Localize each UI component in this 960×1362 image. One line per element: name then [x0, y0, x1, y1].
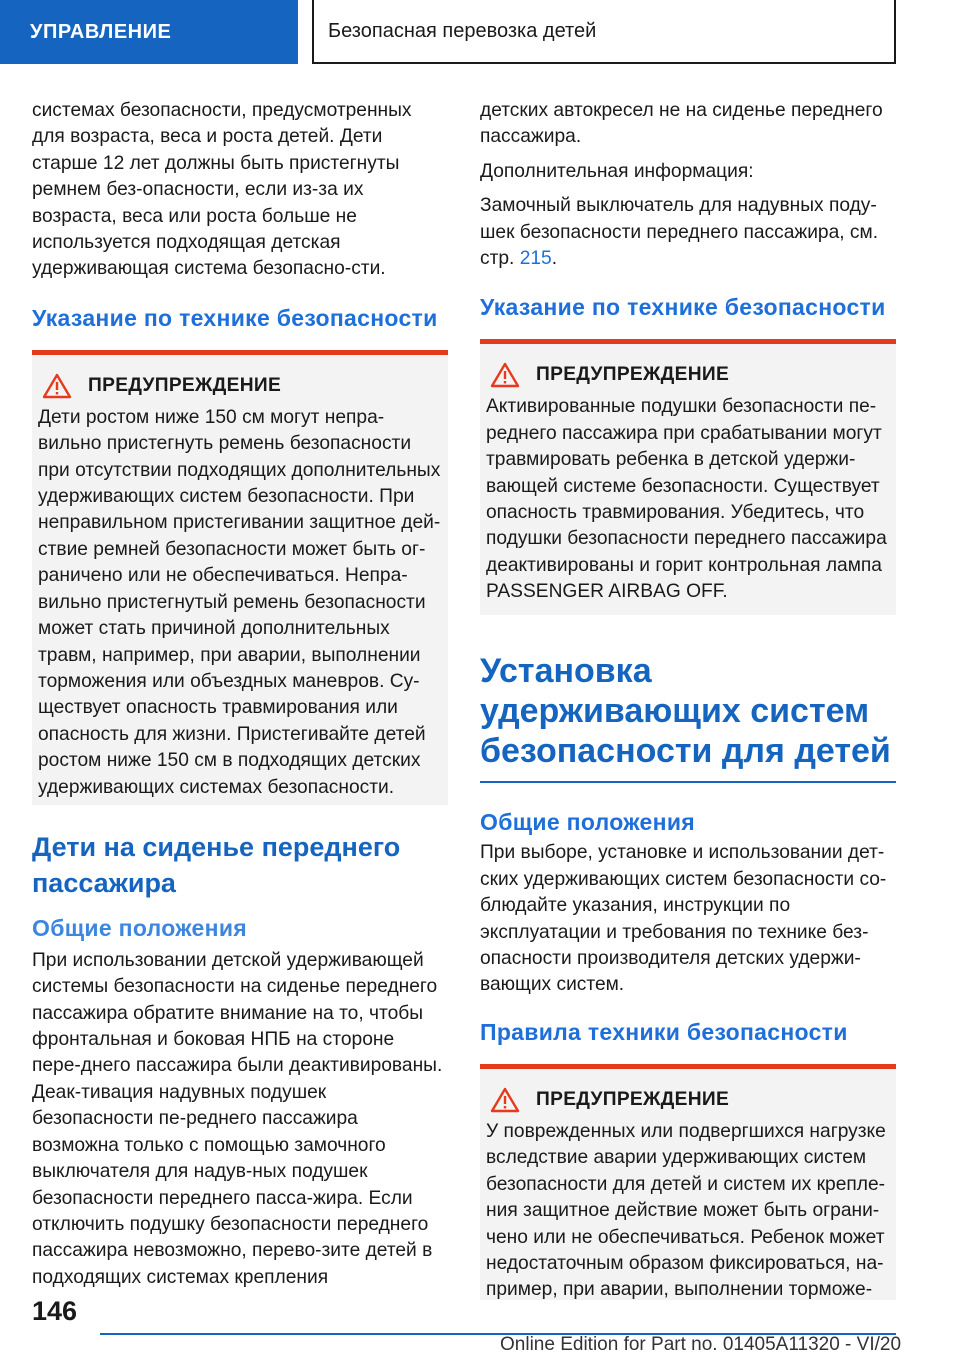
installation-heading: Установка удерживающих систем безопасности для детей: [480, 652, 891, 771]
more-info-period: .: [551, 248, 558, 270]
warning-box: [32, 350, 448, 805]
page-number: 146: [32, 1296, 78, 1326]
warning-title: ПРЕДУПРЕЖДЕНИЕ: [536, 1088, 730, 1110]
warning-header: [486, 1087, 890, 1113]
warning-text: Дети ростом ниже 150 см могут непра-вильно пристегнуть ремень безопасности при отсутствии подходящих дополнительных удерживающих систем безопасности. При неправильном пристегивании защитное дей-ствие ремней безопасности может быть ог-раничено или не обеспечиваться. Непра-вильно пристегнутый ремень безопасности может стать причиной дополнительных травм, например, при аварии, выполнении торможения или объездных маневров. Су-ществует опасность травмирования или опасность для жизни. Пристегивайте детей ростом ниже 150 см в подходящих детских удерживающих системах безопасности.: [38, 406, 441, 798]
safety-rules-heading: Правила техники безопасности: [480, 1018, 848, 1045]
front-seat-heading: Дети на сиденье переднего пассажира: [32, 831, 401, 898]
more-info-label: Дополнительная информация:: [480, 160, 754, 182]
general-heading: Общие положения: [32, 914, 247, 941]
more-info-text: Замочный выключатель для надувных поду-шек безопасности переднего пассажира, см. стр.: [480, 195, 879, 270]
right-column: [480, 98, 896, 1300]
continued-paragraph: детских автокресел не на сиденье переднего пассажира.: [480, 100, 883, 148]
left-column: [32, 98, 448, 1299]
warning-triangle-icon: [42, 373, 72, 399]
footer-edition: Online Edition for Part no. 01405A11320 - VI/20: [500, 1334, 902, 1355]
warning-text: Активированные подушки безопасности пе-реднего пассажира при срабатывании могут травмировать ребенка в детской удержи-вающей системе безопасности. Существует опасность травмирования. Убедитесь, что подушки безопасности переднего пассажира деактивированы и горит контрольная лампа PASSENGER AIRBAG OFF.: [486, 396, 887, 603]
warning-text: У поврежденных или подвергшихся нагрузке вследствие аварии удерживающих систем безопасности для детей и систем их крепле-ния защитное действие может быть ограни-чено или не обеспечиваться. Ребенок может недостаточным образом фиксироваться, на-пример, при аварии, выполнении торможе-: [486, 1120, 886, 1300]
warning-triangle-icon: [490, 1087, 520, 1113]
heading-divider: [480, 781, 896, 783]
warning-triangle-icon: [490, 362, 520, 388]
safety-note-heading: Указание по технике безопасности: [32, 304, 438, 331]
warning-title: ПРЕДУПРЕЖДЕНИЕ: [536, 364, 730, 386]
general-heading-right: Общие положения: [480, 809, 695, 836]
header-page-title: Безопасная перевозка детей: [312, 0, 896, 64]
more-info-paragraph: [480, 193, 896, 272]
warning-box-airbag: [480, 339, 896, 615]
warning-header: [38, 373, 442, 399]
general-paragraph: При выборе, установке и использовании дет-ских удерживающих систем безопасности со-блюдайте указания, инструкции по эксплуатации и требования по технике без-опасности производителя детских удержи-вающих систем.: [480, 842, 887, 996]
intro-paragraph: системах безопасности, предусмотренных для возраста, веса и роста детей. Дети старше 12 лет должны быть пристегнуты ремнем без-опасности, если из-за их возраста, веса или роста больше не используется подходящая детская удерживающая система безопасно-сти.: [32, 100, 412, 280]
warning-box-damaged: [480, 1064, 896, 1300]
header-section-label: УПРАВЛЕНИЕ: [0, 0, 298, 64]
safety-note-heading-right: Указание по технике безопасности: [480, 294, 886, 321]
warning-title: ПРЕДУПРЕЖДЕНИЕ: [88, 374, 282, 396]
warning-header: [486, 362, 890, 388]
front-seat-paragraph: При использовании детской удерживающей системы безопасности на сиденье переднего пассажира обратите внимание на то, чтобы фронтальная и боковая НПБ на стороне пере-днего пассажира были деактивированы. Деак-тивация надувных подушек безопасности пе-реднего пассажира возможна только с помощью замочного выключателя для надув-ных подушек безопасности переднего пасса-жира. Если отключить подушку безопасности переднего пассажира невозможно, перево-зите детей в подходящих системах крепления: [32, 949, 443, 1288]
page-reference-link[interactable]: 215: [519, 248, 552, 270]
